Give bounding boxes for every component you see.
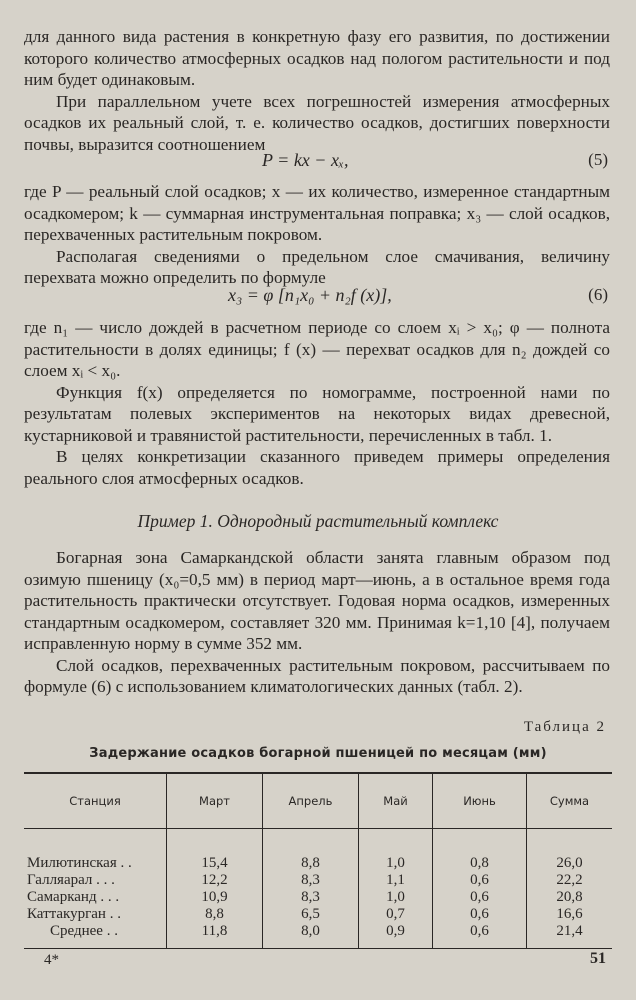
paragraph: Богарная зона Самаркандской области занята главным образом под озимую пшеницу (x₀=0,5 мм) в период март—июнь, а в остальное время года растительность практически отсутствует. Годовая норма осадков, измеренных стандартным осадкомером, составляет 320 мм. Принимая k=1,10 [4], получаем исправленную норму в сумме 352 мм. [24,548,610,653]
table-row: Галляарал . . . 12,2 8,3 1,1 0,6 22,2 [24,872,612,889]
paragraph: Слой осадков, перехваченных растительным покровом, рассчитываем по формуле (6) с использованием климатологических данных (табл. 2). [24,655,610,696]
col-june: Июнь [433,773,527,829]
text-block-top [24,26,610,155]
formula-6: x₃ = φ [n₁x₀ + n₂f (x)], [228,285,392,305]
table-row: Каттакурган . . 8,8 6,5 0,7 0,6 16,6 [24,906,612,923]
table-row-average: Среднее . . 11,8 8,0 0,9 0,6 21,4 [24,923,612,949]
text-block-example [24,547,610,698]
paragraph: для данного вида растения в конкретную фазу его развития, по достижении которого количество атмосферных осадков над пологом растительности и под ним будет одинаковым. [24,27,610,89]
precipitation-table [24,772,612,949]
text-block-lower [24,317,610,489]
table-row: Милютинская . . 15,4 8,8 1,0 0,8 26,0 [24,855,612,872]
table-label: Таблица 2 [523,719,606,735]
page-number: 51 [590,950,606,967]
formula-5: P = kx − xₓ, [262,150,349,170]
paragraph: где n₁ — число дождей в расчетном периоде со слоем xᵢ > x₀; φ — полнота растительности в долях единицы; f (x) — перехват осадков для n₂ дождей со слоем xᵢ < x₀. [24,318,610,380]
signature-mark: 4* [44,952,59,968]
table-header-row [24,773,612,829]
col-march: Март [167,773,263,829]
text-block-middle [24,181,610,289]
table-row: Самарканд . . . 10,9 8,3 1,0 0,6 20,8 [24,889,612,906]
paragraph: В целях конкретизации сказанного приведем примеры определения реального слоя атмосферных осадков. [24,447,610,488]
formula-6-number: (6) [588,285,608,304]
col-total: Сумма [527,773,613,829]
col-may: Май [359,773,433,829]
example-heading: Пример 1. Однородный растительный комплекс [137,511,499,531]
paragraph: Функция f(x) определяется по номограмме, построенной нами по результатам полевых экспериментов на некоторых видах древесной, кустарниковой и травянистой растительности, перечисленных в табл. 1. [24,382,610,445]
paragraph: При параллельном учете всех погрешностей измерения атмосферных осадков их реальный слой, т. е. количество осадков, достигших поверхности почвы, выразится соотношением [24,91,610,154]
col-station: Станция [24,773,167,829]
table-spacer-row [24,829,612,856]
paragraph: Располагая сведениями о предельном слое смачивания, величину перехвата можно определить по формуле [24,246,610,287]
col-april: Апрель [263,773,359,829]
formula-5-number: (5) [588,150,608,169]
paragraph: где P — реальный слой осадков; x — их количество, измеренное стандартным осадкомером; k — суммарная инструментальная поправка; x₃ — слой осадков, перехваченных растительным покровом. [24,182,610,244]
table-title: Задержание осадков богарной пшеницей по месяцам (мм) [89,746,547,761]
